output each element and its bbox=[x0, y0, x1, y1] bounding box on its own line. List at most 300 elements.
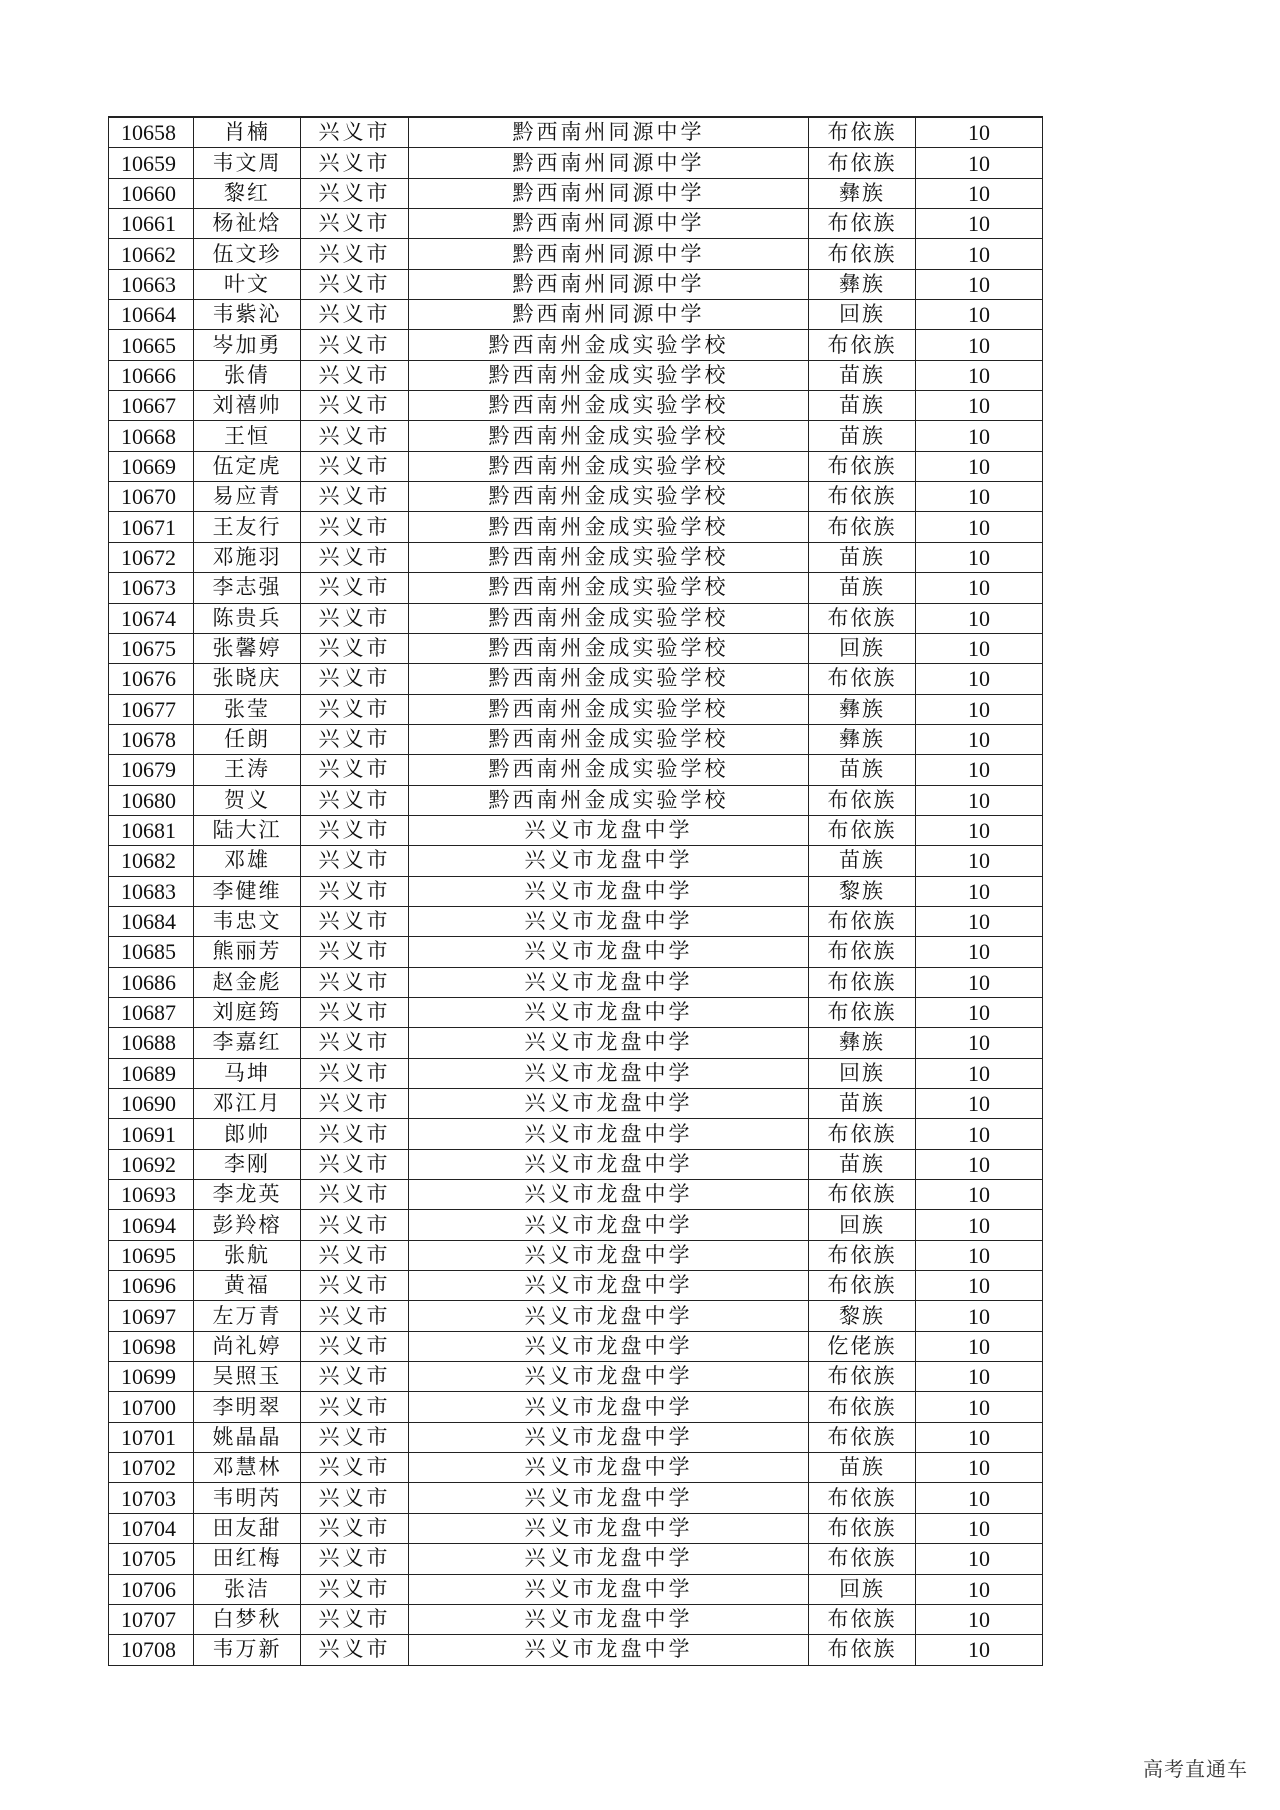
city-cell: 兴义市 bbox=[301, 1149, 409, 1179]
student-name-cell: 张洁 bbox=[194, 1574, 301, 1604]
school-cell: 兴义市龙盘中学 bbox=[409, 906, 809, 936]
school-cell: 黔西南州金成实验学校 bbox=[409, 755, 809, 785]
student-name-cell: 黎红 bbox=[194, 178, 301, 208]
school-cell: 兴义市龙盘中学 bbox=[409, 1483, 809, 1513]
school-cell: 兴义市龙盘中学 bbox=[409, 937, 809, 967]
table-row bbox=[109, 512, 1043, 542]
city-cell: 兴义市 bbox=[301, 1210, 409, 1240]
city-cell: 兴义市 bbox=[301, 1422, 409, 1452]
city-cell: 兴义市 bbox=[301, 1271, 409, 1301]
ethnicity-cell: 回族 bbox=[809, 300, 916, 330]
student-name-cell: 田友甜 bbox=[194, 1513, 301, 1543]
student-roster-table bbox=[108, 116, 1043, 1666]
ethnicity-cell: 布依族 bbox=[809, 148, 916, 178]
school-cell: 兴义市龙盘中学 bbox=[409, 997, 809, 1027]
ethnicity-cell: 彝族 bbox=[809, 1028, 916, 1058]
score-cell: 10 bbox=[916, 1301, 1043, 1331]
table-row bbox=[109, 1271, 1043, 1301]
ethnicity-cell: 回族 bbox=[809, 1574, 916, 1604]
school-cell: 黔西南州金成实验学校 bbox=[409, 360, 809, 390]
student-id-cell: 10702 bbox=[109, 1453, 194, 1483]
score-cell: 10 bbox=[916, 1513, 1043, 1543]
ethnicity-cell: 布依族 bbox=[809, 330, 916, 360]
score-cell: 10 bbox=[916, 178, 1043, 208]
school-cell: 黔西南州金成实验学校 bbox=[409, 694, 809, 724]
table-row bbox=[109, 239, 1043, 269]
ethnicity-cell: 布依族 bbox=[809, 451, 916, 481]
student-name-cell: 李刚 bbox=[194, 1149, 301, 1179]
city-cell: 兴义市 bbox=[301, 1331, 409, 1361]
city-cell: 兴义市 bbox=[301, 694, 409, 724]
table-row bbox=[109, 1149, 1043, 1179]
city-cell: 兴义市 bbox=[301, 573, 409, 603]
city-cell: 兴义市 bbox=[301, 785, 409, 815]
school-cell: 黔西南州金成实验学校 bbox=[409, 633, 809, 663]
school-cell: 兴义市龙盘中学 bbox=[409, 967, 809, 997]
student-name-cell: 岑加勇 bbox=[194, 330, 301, 360]
student-name-cell: 郎帅 bbox=[194, 1119, 301, 1149]
student-id-cell: 10692 bbox=[109, 1149, 194, 1179]
city-cell: 兴义市 bbox=[301, 451, 409, 481]
table-row bbox=[109, 178, 1043, 208]
student-name-cell: 张莹 bbox=[194, 694, 301, 724]
ethnicity-cell: 布依族 bbox=[809, 1483, 916, 1513]
student-id-cell: 10697 bbox=[109, 1301, 194, 1331]
score-cell: 10 bbox=[916, 694, 1043, 724]
ethnicity-cell: 苗族 bbox=[809, 846, 916, 876]
ethnicity-cell: 回族 bbox=[809, 1058, 916, 1088]
table-row bbox=[109, 755, 1043, 785]
city-cell: 兴义市 bbox=[301, 633, 409, 663]
ethnicity-cell: 苗族 bbox=[809, 360, 916, 390]
ethnicity-cell: 布依族 bbox=[809, 209, 916, 239]
student-id-cell: 10665 bbox=[109, 330, 194, 360]
table-row bbox=[109, 542, 1043, 572]
student-id-cell: 10678 bbox=[109, 724, 194, 754]
student-id-cell: 10673 bbox=[109, 573, 194, 603]
student-id-cell: 10691 bbox=[109, 1119, 194, 1149]
school-cell: 黔西南州金成实验学校 bbox=[409, 451, 809, 481]
student-id-cell: 10677 bbox=[109, 694, 194, 724]
school-cell: 兴义市龙盘中学 bbox=[409, 846, 809, 876]
ethnicity-cell: 布依族 bbox=[809, 512, 916, 542]
city-cell: 兴义市 bbox=[301, 1089, 409, 1119]
ethnicity-cell: 布依族 bbox=[809, 967, 916, 997]
score-cell: 10 bbox=[916, 785, 1043, 815]
ethnicity-cell: 黎族 bbox=[809, 876, 916, 906]
student-id-cell: 10706 bbox=[109, 1574, 194, 1604]
table-row bbox=[109, 1331, 1043, 1361]
score-cell: 10 bbox=[916, 815, 1043, 845]
table-row bbox=[109, 300, 1043, 330]
city-cell: 兴义市 bbox=[301, 603, 409, 633]
student-name-cell: 韦万新 bbox=[194, 1635, 301, 1665]
student-id-cell: 10676 bbox=[109, 664, 194, 694]
score-cell: 10 bbox=[916, 117, 1043, 148]
student-name-cell: 田红梅 bbox=[194, 1544, 301, 1574]
student-id-cell: 10689 bbox=[109, 1058, 194, 1088]
table-row bbox=[109, 1544, 1043, 1574]
student-name-cell: 杨祉焓 bbox=[194, 209, 301, 239]
city-cell: 兴义市 bbox=[301, 1028, 409, 1058]
score-cell: 10 bbox=[916, 724, 1043, 754]
student-name-cell: 李明翠 bbox=[194, 1392, 301, 1422]
table-row bbox=[109, 694, 1043, 724]
ethnicity-cell: 布依族 bbox=[809, 1544, 916, 1574]
table-row bbox=[109, 664, 1043, 694]
school-cell: 兴义市龙盘中学 bbox=[409, 1513, 809, 1543]
ethnicity-cell: 布依族 bbox=[809, 1513, 916, 1543]
city-cell: 兴义市 bbox=[301, 148, 409, 178]
score-cell: 10 bbox=[916, 573, 1043, 603]
score-cell: 10 bbox=[916, 542, 1043, 572]
table-row bbox=[109, 1210, 1043, 1240]
score-cell: 10 bbox=[916, 1574, 1043, 1604]
student-id-cell: 10685 bbox=[109, 937, 194, 967]
student-name-cell: 黄福 bbox=[194, 1271, 301, 1301]
school-cell: 兴义市龙盘中学 bbox=[409, 876, 809, 906]
student-name-cell: 邓江月 bbox=[194, 1089, 301, 1119]
school-cell: 黔西南州金成实验学校 bbox=[409, 573, 809, 603]
student-name-cell: 邓慧林 bbox=[194, 1453, 301, 1483]
school-cell: 兴义市龙盘中学 bbox=[409, 1119, 809, 1149]
score-cell: 10 bbox=[916, 391, 1043, 421]
student-id-cell: 10663 bbox=[109, 269, 194, 299]
student-id-cell: 10672 bbox=[109, 542, 194, 572]
table-row bbox=[109, 1513, 1043, 1543]
score-cell: 10 bbox=[916, 876, 1043, 906]
ethnicity-cell: 回族 bbox=[809, 633, 916, 663]
city-cell: 兴义市 bbox=[301, 512, 409, 542]
score-cell: 10 bbox=[916, 209, 1043, 239]
city-cell: 兴义市 bbox=[301, 1513, 409, 1543]
city-cell: 兴义市 bbox=[301, 937, 409, 967]
table-row bbox=[109, 573, 1043, 603]
school-cell: 黔西南州金成实验学校 bbox=[409, 330, 809, 360]
city-cell: 兴义市 bbox=[301, 269, 409, 299]
student-id-cell: 10700 bbox=[109, 1392, 194, 1422]
student-name-cell: 刘庭筠 bbox=[194, 997, 301, 1027]
student-name-cell: 姚晶晶 bbox=[194, 1422, 301, 1452]
student-name-cell: 陈贵兵 bbox=[194, 603, 301, 633]
school-cell: 黔西南州同源中学 bbox=[409, 178, 809, 208]
ethnicity-cell: 布依族 bbox=[809, 906, 916, 936]
score-cell: 10 bbox=[916, 1210, 1043, 1240]
ethnicity-cell: 苗族 bbox=[809, 1089, 916, 1119]
ethnicity-cell: 布依族 bbox=[809, 1362, 916, 1392]
school-cell: 兴义市龙盘中学 bbox=[409, 1422, 809, 1452]
city-cell: 兴义市 bbox=[301, 542, 409, 572]
student-name-cell: 左万青 bbox=[194, 1301, 301, 1331]
student-name-cell: 韦忠文 bbox=[194, 906, 301, 936]
score-cell: 10 bbox=[916, 846, 1043, 876]
student-name-cell: 贺义 bbox=[194, 785, 301, 815]
score-cell: 10 bbox=[916, 1028, 1043, 1058]
school-cell: 兴义市龙盘中学 bbox=[409, 1604, 809, 1634]
score-cell: 10 bbox=[916, 1483, 1043, 1513]
table-row bbox=[109, 997, 1043, 1027]
city-cell: 兴义市 bbox=[301, 967, 409, 997]
student-id-cell: 10658 bbox=[109, 117, 194, 148]
score-cell: 10 bbox=[916, 1149, 1043, 1179]
table-row bbox=[109, 391, 1043, 421]
student-id-cell: 10693 bbox=[109, 1180, 194, 1210]
table-row bbox=[109, 1240, 1043, 1270]
school-cell: 黔西南州同源中学 bbox=[409, 269, 809, 299]
score-cell: 10 bbox=[916, 1089, 1043, 1119]
table-row bbox=[109, 967, 1043, 997]
city-cell: 兴义市 bbox=[301, 178, 409, 208]
student-id-cell: 10668 bbox=[109, 421, 194, 451]
student-name-cell: 白梦秋 bbox=[194, 1604, 301, 1634]
city-cell: 兴义市 bbox=[301, 846, 409, 876]
city-cell: 兴义市 bbox=[301, 1180, 409, 1210]
student-name-cell: 张航 bbox=[194, 1240, 301, 1270]
city-cell: 兴义市 bbox=[301, 1301, 409, 1331]
score-cell: 10 bbox=[916, 1240, 1043, 1270]
student-id-cell: 10690 bbox=[109, 1089, 194, 1119]
student-id-cell: 10670 bbox=[109, 482, 194, 512]
city-cell: 兴义市 bbox=[301, 1362, 409, 1392]
ethnicity-cell: 仡佬族 bbox=[809, 1331, 916, 1361]
student-name-cell: 王涛 bbox=[194, 755, 301, 785]
ethnicity-cell: 彝族 bbox=[809, 694, 916, 724]
school-cell: 兴义市龙盘中学 bbox=[409, 1301, 809, 1331]
ethnicity-cell: 布依族 bbox=[809, 239, 916, 269]
student-id-cell: 10686 bbox=[109, 967, 194, 997]
score-cell: 10 bbox=[916, 755, 1043, 785]
student-id-cell: 10688 bbox=[109, 1028, 194, 1058]
ethnicity-cell: 苗族 bbox=[809, 1453, 916, 1483]
student-name-cell: 叶文 bbox=[194, 269, 301, 299]
student-id-cell: 10662 bbox=[109, 239, 194, 269]
table-row bbox=[109, 482, 1043, 512]
score-cell: 10 bbox=[916, 603, 1043, 633]
school-cell: 黔西南州金成实验学校 bbox=[409, 512, 809, 542]
roster-body bbox=[109, 117, 1043, 1665]
table-row bbox=[109, 1574, 1043, 1604]
city-cell: 兴义市 bbox=[301, 1483, 409, 1513]
school-cell: 兴义市龙盘中学 bbox=[409, 815, 809, 845]
ethnicity-cell: 回族 bbox=[809, 1210, 916, 1240]
student-id-cell: 10664 bbox=[109, 300, 194, 330]
city-cell: 兴义市 bbox=[301, 1604, 409, 1634]
ethnicity-cell: 布依族 bbox=[809, 603, 916, 633]
student-name-cell: 邓雄 bbox=[194, 846, 301, 876]
student-name-cell: 韦紫沁 bbox=[194, 300, 301, 330]
city-cell: 兴义市 bbox=[301, 391, 409, 421]
student-name-cell: 彭羚榕 bbox=[194, 1210, 301, 1240]
ethnicity-cell: 布依族 bbox=[809, 1392, 916, 1422]
student-name-cell: 李龙英 bbox=[194, 1180, 301, 1210]
score-cell: 10 bbox=[916, 997, 1043, 1027]
city-cell: 兴义市 bbox=[301, 724, 409, 754]
table-row bbox=[109, 876, 1043, 906]
city-cell: 兴义市 bbox=[301, 1635, 409, 1665]
table-row bbox=[109, 451, 1043, 481]
student-name-cell: 伍定虎 bbox=[194, 451, 301, 481]
table-row bbox=[109, 724, 1043, 754]
school-cell: 黔西南州同源中学 bbox=[409, 239, 809, 269]
table-row bbox=[109, 1422, 1043, 1452]
school-cell: 兴义市龙盘中学 bbox=[409, 1392, 809, 1422]
ethnicity-cell: 苗族 bbox=[809, 1149, 916, 1179]
school-cell: 黔西南州金成实验学校 bbox=[409, 421, 809, 451]
student-id-cell: 10660 bbox=[109, 178, 194, 208]
school-cell: 兴义市龙盘中学 bbox=[409, 1089, 809, 1119]
student-name-cell: 李健维 bbox=[194, 876, 301, 906]
student-id-cell: 10683 bbox=[109, 876, 194, 906]
student-name-cell: 张倩 bbox=[194, 360, 301, 390]
city-cell: 兴义市 bbox=[301, 755, 409, 785]
student-id-cell: 10680 bbox=[109, 785, 194, 815]
score-cell: 10 bbox=[916, 1422, 1043, 1452]
city-cell: 兴义市 bbox=[301, 1544, 409, 1574]
ethnicity-cell: 苗族 bbox=[809, 391, 916, 421]
student-id-cell: 10687 bbox=[109, 997, 194, 1027]
city-cell: 兴义市 bbox=[301, 421, 409, 451]
ethnicity-cell: 布依族 bbox=[809, 482, 916, 512]
student-id-cell: 10659 bbox=[109, 148, 194, 178]
table-row bbox=[109, 1301, 1043, 1331]
score-cell: 10 bbox=[916, 633, 1043, 663]
school-cell: 黔西南州金成实验学校 bbox=[409, 482, 809, 512]
table-row bbox=[109, 1453, 1043, 1483]
city-cell: 兴义市 bbox=[301, 117, 409, 148]
school-cell: 兴义市龙盘中学 bbox=[409, 1180, 809, 1210]
score-cell: 10 bbox=[916, 1453, 1043, 1483]
table-row bbox=[109, 633, 1043, 663]
student-name-cell: 李嘉红 bbox=[194, 1028, 301, 1058]
student-id-cell: 10696 bbox=[109, 1271, 194, 1301]
city-cell: 兴义市 bbox=[301, 330, 409, 360]
school-cell: 黔西南州金成实验学校 bbox=[409, 542, 809, 572]
table-row bbox=[109, 1392, 1043, 1422]
table-row bbox=[109, 421, 1043, 451]
student-id-cell: 10705 bbox=[109, 1544, 194, 1574]
student-id-cell: 10701 bbox=[109, 1422, 194, 1452]
city-cell: 兴义市 bbox=[301, 360, 409, 390]
city-cell: 兴义市 bbox=[301, 1574, 409, 1604]
watermark-text: 高考直通车 bbox=[1143, 1757, 1248, 1781]
school-cell: 兴义市龙盘中学 bbox=[409, 1210, 809, 1240]
ethnicity-cell: 布依族 bbox=[809, 1604, 916, 1634]
ethnicity-cell: 布依族 bbox=[809, 997, 916, 1027]
city-cell: 兴义市 bbox=[301, 1119, 409, 1149]
ethnicity-cell: 布依族 bbox=[809, 664, 916, 694]
school-cell: 黔西南州同源中学 bbox=[409, 117, 809, 148]
student-id-cell: 10704 bbox=[109, 1513, 194, 1543]
school-cell: 黔西南州同源中学 bbox=[409, 148, 809, 178]
student-id-cell: 10699 bbox=[109, 1362, 194, 1392]
city-cell: 兴义市 bbox=[301, 876, 409, 906]
score-cell: 10 bbox=[916, 269, 1043, 299]
student-id-cell: 10684 bbox=[109, 906, 194, 936]
city-cell: 兴义市 bbox=[301, 1240, 409, 1270]
student-id-cell: 10661 bbox=[109, 209, 194, 239]
student-id-cell: 10681 bbox=[109, 815, 194, 845]
score-cell: 10 bbox=[916, 330, 1043, 360]
student-id-cell: 10669 bbox=[109, 451, 194, 481]
ethnicity-cell: 布依族 bbox=[809, 815, 916, 845]
table-row bbox=[109, 1028, 1043, 1058]
student-name-cell: 赵金彪 bbox=[194, 967, 301, 997]
city-cell: 兴义市 bbox=[301, 209, 409, 239]
school-cell: 兴义市龙盘中学 bbox=[409, 1635, 809, 1665]
student-name-cell: 韦明芮 bbox=[194, 1483, 301, 1513]
student-id-cell: 10698 bbox=[109, 1331, 194, 1361]
school-cell: 兴义市龙盘中学 bbox=[409, 1058, 809, 1088]
ethnicity-cell: 布依族 bbox=[809, 1240, 916, 1270]
school-cell: 黔西南州金成实验学校 bbox=[409, 785, 809, 815]
table-row bbox=[109, 360, 1043, 390]
student-name-cell: 易应青 bbox=[194, 482, 301, 512]
ethnicity-cell: 布依族 bbox=[809, 1180, 916, 1210]
score-cell: 10 bbox=[916, 937, 1043, 967]
ethnicity-cell: 布依族 bbox=[809, 1635, 916, 1665]
student-id-cell: 10682 bbox=[109, 846, 194, 876]
school-cell: 黔西南州金成实验学校 bbox=[409, 664, 809, 694]
student-name-cell: 吴照玉 bbox=[194, 1362, 301, 1392]
ethnicity-cell: 苗族 bbox=[809, 573, 916, 603]
score-cell: 10 bbox=[916, 1180, 1043, 1210]
score-cell: 10 bbox=[916, 239, 1043, 269]
student-name-cell: 张馨婷 bbox=[194, 633, 301, 663]
table-row bbox=[109, 148, 1043, 178]
ethnicity-cell: 布依族 bbox=[809, 1422, 916, 1452]
ethnicity-cell: 彝族 bbox=[809, 269, 916, 299]
student-id-cell: 10666 bbox=[109, 360, 194, 390]
table-row bbox=[109, 937, 1043, 967]
city-cell: 兴义市 bbox=[301, 1058, 409, 1088]
ethnicity-cell: 布依族 bbox=[809, 1271, 916, 1301]
student-id-cell: 10679 bbox=[109, 755, 194, 785]
table-row bbox=[109, 1119, 1043, 1149]
school-cell: 黔西南州金成实验学校 bbox=[409, 603, 809, 633]
table-row bbox=[109, 1635, 1043, 1665]
ethnicity-cell: 黎族 bbox=[809, 1301, 916, 1331]
student-id-cell: 10708 bbox=[109, 1635, 194, 1665]
student-name-cell: 张晓庆 bbox=[194, 664, 301, 694]
score-cell: 10 bbox=[916, 482, 1043, 512]
score-cell: 10 bbox=[916, 1635, 1043, 1665]
score-cell: 10 bbox=[916, 664, 1043, 694]
city-cell: 兴义市 bbox=[301, 997, 409, 1027]
student-name-cell: 陆大江 bbox=[194, 815, 301, 845]
score-cell: 10 bbox=[916, 1544, 1043, 1574]
ethnicity-cell: 苗族 bbox=[809, 542, 916, 572]
table-row bbox=[109, 269, 1043, 299]
ethnicity-cell: 彝族 bbox=[809, 724, 916, 754]
ethnicity-cell: 苗族 bbox=[809, 755, 916, 785]
school-cell: 兴义市龙盘中学 bbox=[409, 1149, 809, 1179]
table-row bbox=[109, 1180, 1043, 1210]
table-row bbox=[109, 330, 1043, 360]
school-cell: 兴义市龙盘中学 bbox=[409, 1331, 809, 1361]
student-name-cell: 马坤 bbox=[194, 1058, 301, 1088]
student-name-cell: 李志强 bbox=[194, 573, 301, 603]
student-name-cell: 刘禧帅 bbox=[194, 391, 301, 421]
student-id-cell: 10703 bbox=[109, 1483, 194, 1513]
ethnicity-cell: 彝族 bbox=[809, 178, 916, 208]
ethnicity-cell: 苗族 bbox=[809, 421, 916, 451]
student-name-cell: 任朗 bbox=[194, 724, 301, 754]
table-row bbox=[109, 815, 1043, 845]
school-cell: 兴义市龙盘中学 bbox=[409, 1544, 809, 1574]
table-row bbox=[109, 906, 1043, 936]
student-name-cell: 伍文珍 bbox=[194, 239, 301, 269]
student-name-cell: 熊丽芳 bbox=[194, 937, 301, 967]
